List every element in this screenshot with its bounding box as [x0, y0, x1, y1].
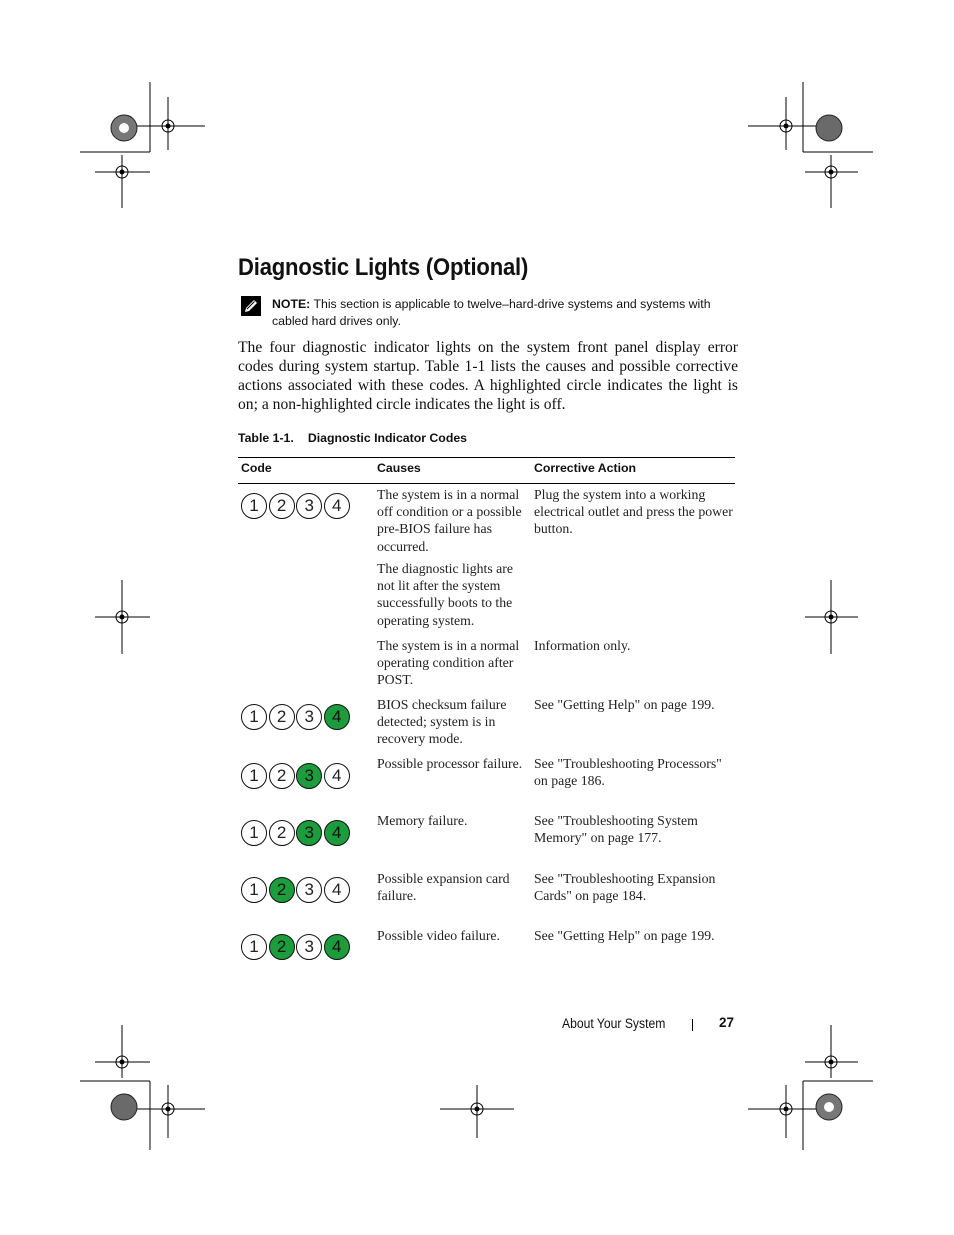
row-action: Information only.	[534, 638, 631, 653]
diagnostic-light-1-off: 1	[241, 877, 267, 903]
table-caption-title: Diagnostic Indicator Codes	[307, 431, 468, 445]
diagnostic-light-1-off: 1	[241, 763, 267, 789]
row-cause: Possible video failure.	[377, 928, 500, 943]
note-label: NOTE:	[272, 297, 311, 311]
row-action: See "Troubleshooting System Memory" on page 177.	[534, 813, 698, 846]
diagnostic-light-1-off: 1	[241, 493, 267, 519]
diagnostic-light-4-on: 4	[324, 820, 350, 846]
diagnostic-light-2-on: 2	[269, 877, 295, 903]
diagnostic-light-3-off: 3	[296, 934, 322, 960]
diagnostic-light-3-off: 3	[296, 493, 322, 519]
diagnostic-light-3-off: 3	[296, 704, 322, 730]
note-text: This section is applicable to twelve–hard-drive systems and systems with cabled hard drives only.	[272, 297, 711, 328]
diagnostic-light-2-on: 2	[269, 934, 295, 960]
code-lights	[241, 877, 351, 903]
row-cause: Possible processor failure.	[377, 756, 523, 771]
diagnostic-light-4-off: 4	[324, 877, 350, 903]
page-title: Diagnostic Lights (Optional)	[238, 254, 529, 281]
row-cause: Memory failure.	[377, 813, 468, 828]
row-cause: BIOS checksum failure detected; system is in recovery mode.	[377, 697, 507, 747]
note-block	[272, 296, 742, 330]
footer-section-title: About Your System	[562, 1016, 666, 1031]
diagnostic-light-2-off: 2	[269, 493, 295, 519]
row-action: Plug the system into a working electrical outlet and press the power button.	[534, 487, 733, 537]
diagnostic-light-4-on: 4	[324, 934, 350, 960]
pencil-note-icon	[240, 295, 262, 317]
diagnostic-light-3-off: 3	[296, 877, 322, 903]
column-header-action: Corrective Action	[534, 461, 637, 475]
diagnostic-light-4-off: 4	[324, 763, 350, 789]
code-lights	[241, 493, 351, 519]
footer-page-number: 27	[719, 1015, 735, 1030]
row-cause: Possible expansion card failure.	[377, 871, 510, 904]
table-header-rule	[238, 483, 735, 484]
diagnostic-light-4-on: 4	[324, 704, 350, 730]
diagnostic-light-1-off: 1	[241, 934, 267, 960]
footer-divider	[692, 1019, 693, 1031]
diagnostic-light-1-off: 1	[241, 820, 267, 846]
row-cause: The system is in a normal operating condition after POST.	[377, 638, 520, 688]
table-top-rule	[238, 457, 735, 458]
diagnostic-light-1-off: 1	[241, 704, 267, 730]
row-cause: The system is in a normal off condition or a possible pre-BIOS failure has occurred.	[377, 487, 522, 554]
row-action: See "Getting Help" on page 199.	[534, 928, 715, 943]
intro-paragraph: The four diagnostic indicator lights on the system front panel display error codes during system startup. Table 1-1 lists the causes and possible corrective actions associated with these codes. A highlighted circle indicates the light is on; a non-highlighted circle indicates the light is off.	[238, 339, 738, 413]
column-header-code: Code	[241, 461, 272, 475]
table-caption	[238, 431, 467, 445]
code-lights	[241, 820, 351, 846]
row-action: See "Getting Help" on page 199.	[534, 697, 715, 712]
diagnostic-light-2-off: 2	[269, 763, 295, 789]
table-caption-number: Table 1-1.	[238, 431, 294, 445]
diagnostic-light-3-on: 3	[296, 820, 322, 846]
diagnostic-light-2-off: 2	[269, 820, 295, 846]
diagnostic-light-4-off: 4	[324, 493, 350, 519]
row-cause: The diagnostic lights are not lit after the system successfully boots to the operating system.	[377, 561, 514, 628]
row-action: See "Troubleshooting Expansion Cards" on page 184.	[534, 871, 716, 904]
code-lights	[241, 934, 351, 960]
diagnostic-light-3-on: 3	[296, 763, 322, 789]
code-lights	[241, 704, 351, 730]
code-lights	[241, 763, 351, 789]
diagnostic-light-2-off: 2	[269, 704, 295, 730]
column-header-causes: Causes	[377, 461, 421, 475]
row-action: See "Troubleshooting Processors" on page 186.	[534, 756, 722, 789]
